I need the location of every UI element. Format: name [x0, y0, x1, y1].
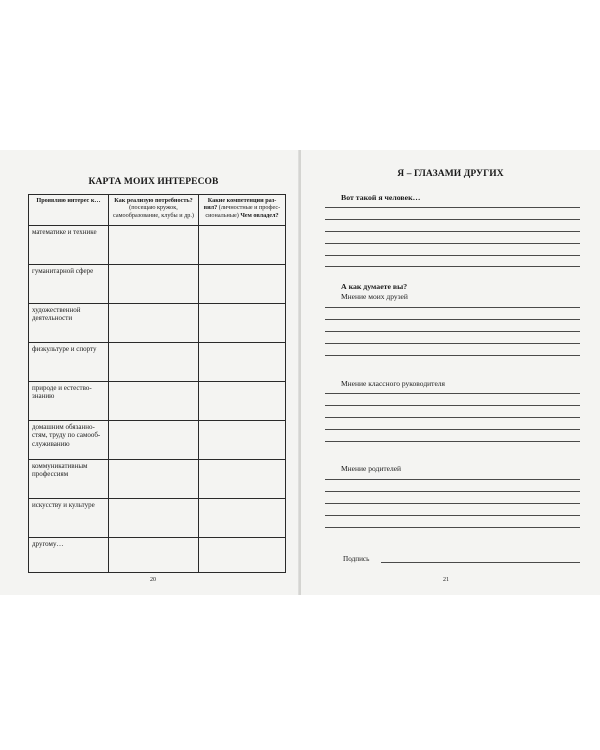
- row-label: гуманитарной сфере: [29, 265, 109, 304]
- answer-cell[interactable]: [199, 265, 286, 304]
- writing-line[interactable]: [325, 331, 580, 332]
- table-row: [29, 499, 286, 538]
- answer-cell[interactable]: [109, 460, 199, 499]
- interests-table: [28, 194, 286, 573]
- row-label: другому…: [29, 538, 109, 573]
- writing-line[interactable]: [325, 405, 580, 406]
- table-row: [29, 421, 286, 460]
- header-competencies-sub: (личностные и профес-сиональные): [205, 204, 281, 219]
- table-header-row: [29, 195, 286, 226]
- answer-cell[interactable]: [109, 343, 199, 382]
- answer-cell[interactable]: [199, 499, 286, 538]
- answer-cell[interactable]: [109, 499, 199, 538]
- row-label: коммуникативным профессиям: [29, 460, 109, 499]
- row-label: физкультуре и спорту: [29, 343, 109, 382]
- page-number-right: 21: [443, 577, 449, 583]
- table-row: [29, 382, 286, 421]
- writing-line[interactable]: [325, 243, 580, 244]
- writing-line[interactable]: [325, 266, 580, 267]
- friends-opinion-label: Мнение моих друзей: [341, 292, 408, 301]
- header-how-realize-sub: (посещаю кружок, самообразование, клубы и др.): [113, 204, 194, 219]
- answer-cell[interactable]: [109, 226, 199, 265]
- writing-line[interactable]: [325, 231, 580, 232]
- answer-cell[interactable]: [199, 304, 286, 343]
- section-heading-others: А как думаете вы?: [341, 282, 408, 291]
- signature-line[interactable]: [381, 562, 580, 563]
- right-page-title: Я – ГЛАЗАМИ ДРУГИХ: [397, 169, 504, 179]
- answer-cell[interactable]: [199, 421, 286, 460]
- writing-line[interactable]: [325, 343, 580, 344]
- parents-opinion-label: Мнение родителей: [341, 464, 402, 473]
- writing-line[interactable]: [325, 207, 580, 208]
- header-competencies: [199, 195, 286, 226]
- writing-line[interactable]: [325, 429, 580, 430]
- writing-line[interactable]: [325, 515, 580, 516]
- writing-line[interactable]: [325, 307, 580, 308]
- row-label: домашним обязанно-стям, труду по самооб-служиванию: [29, 421, 109, 460]
- writing-line[interactable]: [325, 393, 580, 394]
- answer-cell[interactable]: [199, 343, 286, 382]
- writing-line[interactable]: [325, 417, 580, 418]
- table-row: [29, 343, 286, 382]
- writing-line[interactable]: [325, 441, 580, 442]
- table-row: [29, 538, 286, 573]
- page-number-left: 20: [150, 577, 156, 583]
- left-page: [0, 150, 299, 595]
- answer-cell[interactable]: [199, 226, 286, 265]
- section-heading-self: Вот такой я человек…: [341, 193, 421, 202]
- answer-cell[interactable]: [199, 538, 286, 573]
- answer-cell[interactable]: [199, 460, 286, 499]
- table-row: [29, 226, 286, 265]
- row-label: художественной деятельности: [29, 304, 109, 343]
- answer-cell[interactable]: [109, 265, 199, 304]
- answer-cell[interactable]: [109, 538, 199, 573]
- row-label: математике и технике: [29, 226, 109, 265]
- book-spread: [0, 150, 600, 595]
- writing-line[interactable]: [325, 491, 580, 492]
- signature-label: Подпись: [343, 555, 370, 563]
- answer-cell[interactable]: [199, 382, 286, 421]
- table-row: [29, 304, 286, 343]
- header-competencies-main: Какие компетенции раз-вил?: [203, 197, 277, 212]
- header-how-realize-main: Как реализую потребность?: [114, 197, 193, 204]
- row-label: искусству и культуре: [29, 499, 109, 538]
- row-label: природе и естество-знанию: [29, 382, 109, 421]
- table-row: [29, 460, 286, 499]
- writing-line[interactable]: [325, 503, 580, 504]
- answer-cell[interactable]: [109, 382, 199, 421]
- table-row: [29, 265, 286, 304]
- header-how-realize: [109, 195, 199, 226]
- right-page: [301, 150, 600, 595]
- left-page-title: КАРТА МОИХ ИНТЕРЕСОВ: [88, 177, 219, 187]
- writing-line[interactable]: [325, 219, 580, 220]
- writing-line[interactable]: [325, 255, 580, 256]
- writing-line[interactable]: [325, 319, 580, 320]
- writing-line[interactable]: [325, 527, 580, 528]
- answer-cell[interactable]: [109, 421, 199, 460]
- teacher-opinion-label: Мнение классного руководителя: [341, 379, 445, 388]
- header-competencies-end: Чем овладел?: [240, 211, 279, 219]
- writing-line[interactable]: [325, 355, 580, 356]
- header-interest: Проявляю интерес к…: [29, 195, 109, 226]
- answer-cell[interactable]: [109, 304, 199, 343]
- writing-line[interactable]: [325, 479, 580, 480]
